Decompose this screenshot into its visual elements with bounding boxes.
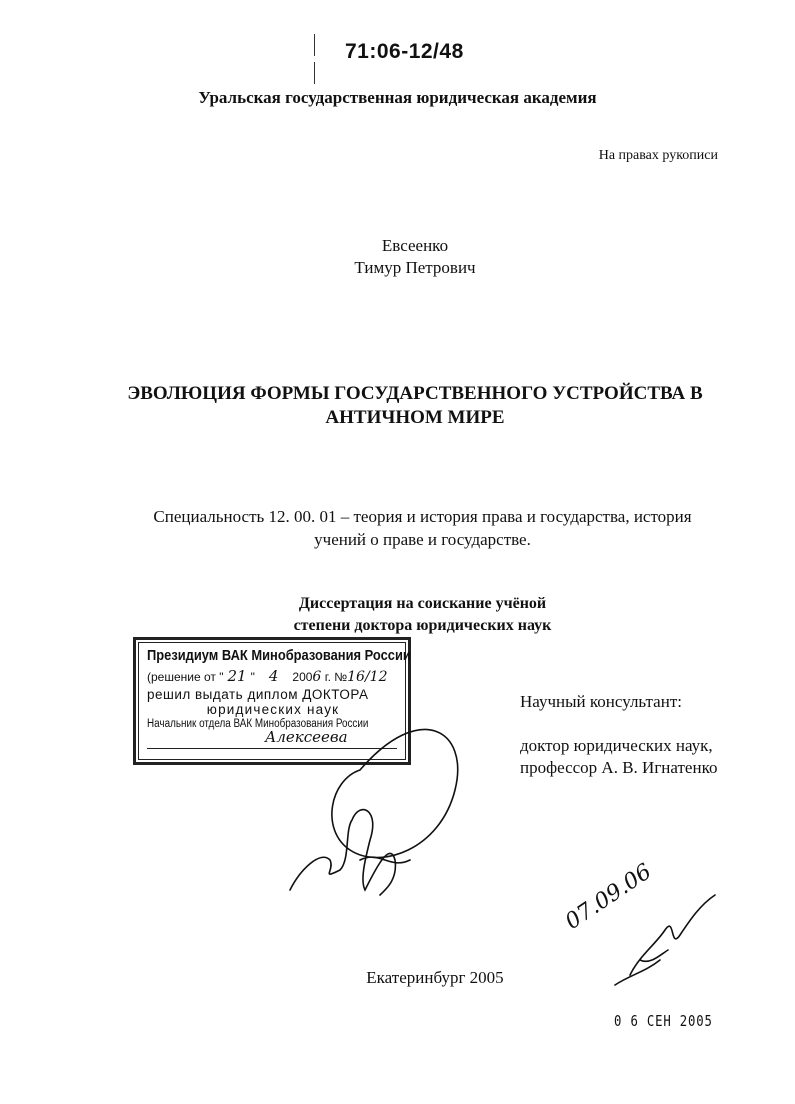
handwritten-date: 07.09.06 <box>561 859 657 935</box>
signature-loop <box>332 730 458 858</box>
stamp-signature: Алексеева <box>265 728 348 746</box>
stamp-decision-prefix: (решение от " <box>147 670 224 684</box>
city-year: Екатеринбург 2005 <box>366 968 504 987</box>
stamp-date-sep: " <box>250 670 255 684</box>
specialty-line-2: учений о праве и государстве. <box>314 530 531 549</box>
academy-name: Уральская государственная юридическая академия <box>198 88 597 107</box>
signature-main <box>290 810 395 895</box>
title-line-1: ЭВОЛЮЦИЯ ФОРМЫ ГОСУДАРСТВЕННОГО УСТРОЙСТВА В <box>127 383 703 404</box>
signature-tail <box>360 857 410 863</box>
specialty-line-1: Специальность 12. 00. 01 – теория и история права и государства, история <box>153 507 692 526</box>
author-given-names: Тимур Петрович <box>354 258 476 277</box>
stamp-line-4: юридических наук <box>206 702 340 717</box>
stamp-year-prefix: 200 <box>292 670 313 684</box>
stamp-line-1: Президиум ВАК Минобразования России <box>147 647 411 664</box>
degree-line-2: степени доктора юридических наук <box>293 617 552 634</box>
stamp-number-prefix: г. № <box>324 670 348 684</box>
stamp-number-value: 16/12 <box>347 669 388 685</box>
stamp-date-day: 21 <box>227 667 247 685</box>
author-surname: Евсеенко <box>381 236 449 255</box>
stamp-year-digit: 6 <box>312 669 322 685</box>
stamp-line-3: решил выдать диплом ДОКТОРА <box>147 687 369 702</box>
consultant-degree: доктор юридических наук, <box>520 736 713 755</box>
received-date-stamp: 0 6 СЕН 2005 <box>614 1012 713 1030</box>
document-code: 71:06-12/48 <box>345 40 464 63</box>
title-line-2: АНТИЧНОМ МИРЕ <box>325 407 505 428</box>
consultant-name: профессор А. В. Игнатенко <box>520 758 718 777</box>
stamp-line-5: Начальник отдела ВАК Минобразования России <box>147 718 369 730</box>
rights-note: На правах рукописи <box>598 148 718 163</box>
consultant-label: Научный консультант: <box>520 692 682 711</box>
stamp-date-month: 4 <box>268 667 279 685</box>
degree-line-1: Диссертация на соискание учёной <box>298 595 547 612</box>
